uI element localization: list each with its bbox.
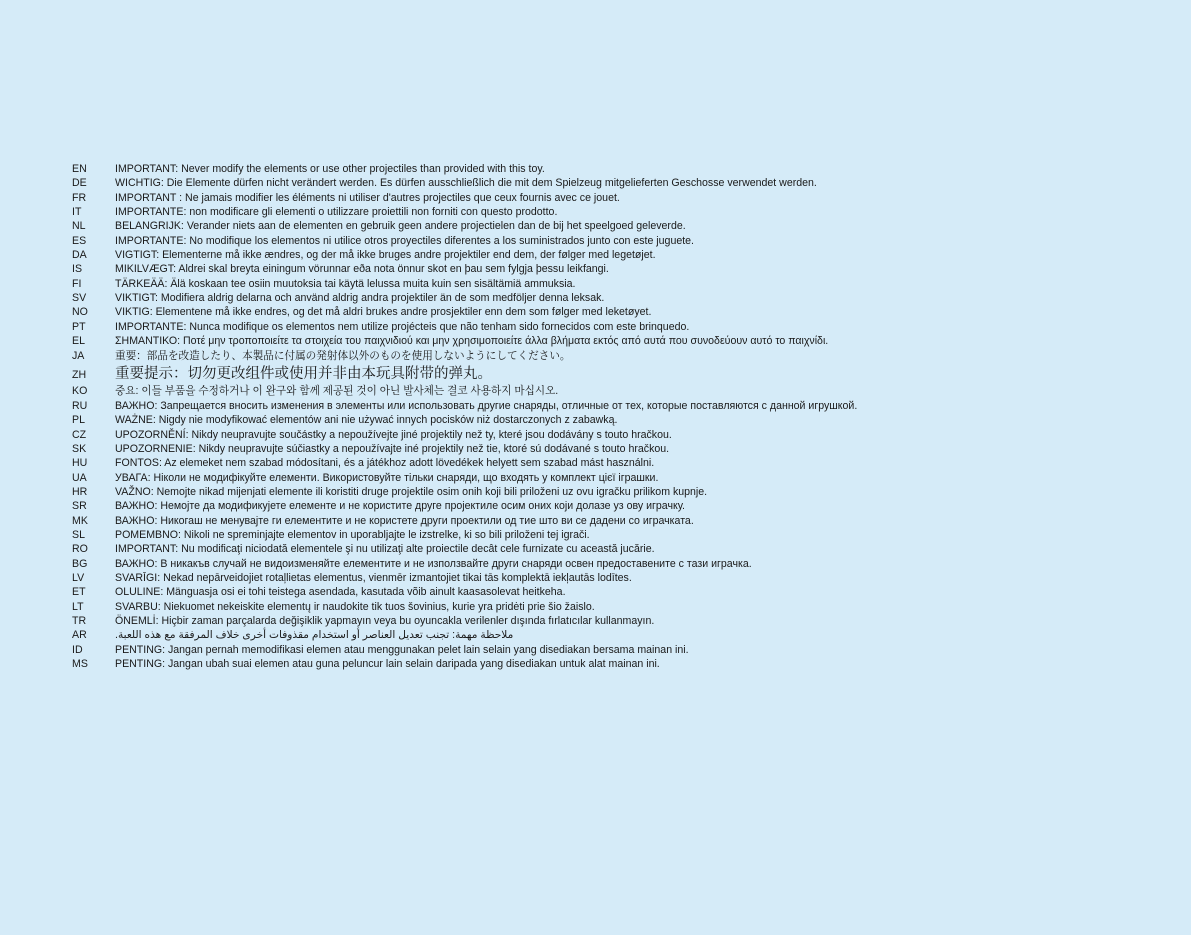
warning-row-mk — [72, 514, 1172, 528]
language-code: PT — [72, 320, 86, 333]
warning-text: VIKTIG: Elementene må ikke endres, og det må aldri brukes andre prosjektiler enn dem som følger med leketøyet. — [115, 306, 652, 319]
warning-text: FONTOS: Az elemeket nem szabad módosítani, és a játékhoz adott lövedékek helyett sem szabad mást használni. — [115, 457, 655, 470]
warning-row-es — [72, 234, 1172, 248]
warning-row-en — [72, 162, 1172, 176]
warning-text: WAŻNE: Nigdy nie modyfikować elementów ani nie używać innych pocisków niż dostarczonych z zabawką. — [115, 414, 618, 427]
language-code: UA — [72, 471, 87, 484]
language-code: PL — [72, 414, 85, 427]
language-code: ET — [72, 586, 86, 599]
warning-row-sv — [72, 291, 1172, 305]
warning-row-cz — [72, 428, 1172, 442]
language-code: EL — [72, 335, 85, 348]
warning-text: IMPORTANT: Never modify the elements or use other projectiles than provided with this toy. — [115, 163, 545, 175]
language-code: IT — [72, 206, 82, 219]
warning-text: PENTING: Jangan pernah memodifikasi elemen atau menggunakan pelet lain selain yang disediakan bersama mainan ini. — [115, 643, 689, 656]
warning-text: VIKTIGT: Modifiera aldrig delarna och använd aldrig andra projektiler än de som medföljer denna leksak. — [115, 292, 605, 305]
multilingual-warning-list — [72, 162, 1172, 671]
warning-row-sl — [72, 528, 1172, 542]
warning-text: SVARBU: Niekuomet nekeiskite elementų ir naudokite tik tuos šovinius, kurie yra pridėti prie šio žaislo. — [115, 600, 595, 613]
warning-row-is — [72, 262, 1172, 276]
language-code: ID — [72, 643, 83, 656]
warning-row-nl — [72, 219, 1172, 233]
warning-row-sr — [72, 499, 1172, 513]
warning-row-no — [72, 305, 1172, 319]
warning-text: ВАЖНО: Немојте да модификујете елементе и не користите друге пројектиле осим оних који долазе уз ову играчку. — [115, 500, 685, 513]
warning-text: SVARĪGI: Nekad nepārveidojiet rotaļlietas elementus, vienmēr izmantojiet tikai tās komplektā iekļautās lodītes. — [115, 571, 632, 584]
warning-text: WICHTIG: Die Elemente dürfen nicht verändert werden. Es dürfen ausschließlich die mit dem Spielzeug mitgelieferten Geschosse verwendet werden. — [115, 177, 817, 190]
language-code: HU — [72, 457, 88, 470]
warning-text: ВАЖНО: В никакъв случай не видоизменяйте елементите и не използвайте други снаряди освен предоставените с тази играчка. — [115, 557, 752, 570]
warning-text: UPOZORNENIE: Nikdy neupravujte súčiastky a nepoužívajte iné projektily než tie, ktoré sú dodávané s touto hračkou. — [115, 442, 670, 455]
warning-text: ВАЖНО: Запрещается вносить изменения в элементы или использовать другие снаряды, отличные от тех, которые поставляются с данной игрушкой. — [115, 399, 858, 412]
language-code: BG — [72, 557, 88, 570]
language-code: HR — [72, 485, 88, 498]
warning-row-ko — [72, 384, 1172, 398]
warning-text: ΣΗΜΑΝΤΙΚΟ: Ποτέ μην τροποποιείτε τα στοιχεία του παιχνιδιού και μην χρησιμοποιείτε άλλα βλήματα εκτός από αυτά που συνοδεύουν αυτό το παιχνίδι. — [115, 335, 829, 348]
language-code: SL — [72, 528, 85, 541]
warning-row-lt — [72, 600, 1172, 614]
warning-row-ms — [72, 657, 1172, 671]
language-code: KO — [72, 385, 88, 398]
warning-text: IMPORTANT: Nu modificaţi niciodată elementele şi nu utilizaţi alte proiectile decât cele furnizate cu această jucărie. — [115, 543, 655, 556]
language-code: DE — [72, 177, 87, 190]
warning-text: 重要提示：切勿更改组件或使用并非由本玩具附带的弹丸。 — [115, 366, 492, 383]
warning-text: ملاحظة مهمة: تجنب تعديل العناصر أو استخدام مقذوفات أخرى خلاف المرفقة مع هذه اللعبة. — [115, 629, 514, 642]
warning-row-hr — [72, 485, 1172, 499]
warning-row-pt — [72, 320, 1172, 334]
language-code: JA — [72, 350, 85, 363]
warning-text: VIGTIGT: Elementerne må ikke ændres, og der må ikke bruges andre projektiler end dem, der følger med legetøjet. — [115, 249, 656, 262]
warning-row-sk — [72, 442, 1172, 456]
warning-text: OLULINE: Mänguasja osi ei tohi teistega asendada, kasutada võib ainult kaasasolevat heitkeha. — [115, 586, 566, 599]
warning-text: IMPORTANTE: non modificare gli elementi o utilizzare proiettili non forniti con questo prodotto. — [115, 206, 558, 219]
warning-text: IMPORTANT : Ne jamais modifier les éléments ni utiliser d'autres projectiles que ceux fournis avec ce jouet. — [115, 191, 620, 204]
warning-text: ВАЖНО: Никогаш не менувајте ги елементите и не користете други проектили од тие што ви се дадени со играчката. — [115, 514, 694, 527]
warning-text: IMPORTANTE: No modifique los elementos ni utilice otros proyectiles diferentes a los suministrados junto con este juguete. — [115, 234, 695, 247]
language-code: TR — [72, 614, 87, 627]
language-code: MK — [72, 514, 88, 527]
warning-row-id — [72, 643, 1172, 657]
warning-row-ru — [72, 399, 1172, 413]
warning-row-it — [72, 205, 1172, 219]
warning-row-ar — [72, 628, 1172, 642]
language-code: RO — [72, 543, 88, 556]
language-code: MS — [72, 658, 88, 670]
warning-text: UPOZORNĚNÍ: Nikdy neupravujte součástky a nepoužívejte jiné projektily než ty, které jsou dodávány s touto hračkou. — [115, 428, 672, 441]
warning-row-el — [72, 334, 1172, 348]
warning-row-fr — [72, 191, 1172, 205]
warning-row-ja — [72, 348, 1172, 365]
warning-text: VAŽNO: Nemojte nikad mijenjati elemente ili koristiti druge projektile osim onih koji bili priloženi uz ovu igračku prilikom kupnje. — [115, 485, 708, 498]
warning-row-fi — [72, 277, 1172, 291]
language-code: SV — [72, 292, 87, 305]
language-code: DA — [72, 249, 87, 262]
warning-text: TÄRKEÄÄ: Älä koskaan tee osiin muutoksia tai käytä lelussa muita kuin sen sisältämiä ammuksia. — [115, 277, 576, 290]
warning-row-et — [72, 585, 1172, 599]
warning-row-de — [72, 176, 1172, 190]
warning-text: IMPORTANTE: Nunca modifique os elementos nem utilize projécteis que não tenham sido fornecidos com este brinquedo. — [115, 320, 690, 333]
language-code: NL — [72, 220, 86, 233]
language-code: CZ — [72, 428, 87, 441]
language-code: SK — [72, 442, 87, 455]
language-code: FR — [72, 191, 87, 204]
language-code: AR — [72, 629, 87, 642]
language-code: LT — [72, 600, 84, 613]
language-code: EN — [72, 163, 87, 175]
warning-text: ÖNEMLİ: Hiçbir zaman parçalarda değişiklik yapmayın veya bu oyuncakla verilenler dışında fırlatıcılar kullanmayın. — [115, 614, 655, 627]
warning-row-da — [72, 248, 1172, 262]
warning-row-lv — [72, 571, 1172, 585]
warning-text: 重要：部品を改造したり、本製品に付属の発射体以外のものを使用しないようにしてください。 — [115, 350, 571, 363]
language-code: ES — [72, 234, 87, 247]
warning-text: PENTING: Jangan ubah suai elemen atau guna peluncur lain selain daripada yang disediakan untuk alat mainan ini. — [115, 658, 660, 670]
language-code: SR — [72, 500, 87, 513]
language-code: ZH — [72, 369, 87, 382]
warning-row-zh — [72, 365, 1172, 384]
language-code: FI — [72, 277, 82, 290]
language-code: IS — [72, 263, 83, 276]
warning-row-pl — [72, 413, 1172, 427]
warning-text: BELANGRIJK: Verander niets aan de elementen en gebruik geen andere projectielen dan de bij het speelgoed geleverde. — [115, 220, 686, 233]
warning-text: POMEMBNO: Nikoli ne spreminjajte elementov in uporabljajte le izstrelke, ki so bili priloženi tej igrači. — [115, 528, 590, 541]
warning-row-tr — [72, 614, 1172, 628]
warning-row-ro — [72, 542, 1172, 556]
warning-text: MIKILVÆGT: Aldrei skal breyta einingum vörunnar eða nota önnur skot en þau sem fylgja þessu leikfangi. — [115, 263, 609, 276]
warning-row-ua — [72, 471, 1172, 485]
language-code: LV — [72, 571, 85, 584]
warning-text: УВАГА: Ніколи не модифікуйте елементи. Використовуйте тільки снаряди, що входять у комплект цієї іграшки. — [115, 471, 659, 484]
warning-text: 중요: 이들 부품을 수정하거나 이 완구와 함께 제공된 것이 아닌 발사체는 결코 사용하지 마십시오. — [115, 385, 559, 398]
language-code: NO — [72, 306, 88, 319]
warning-row-hu — [72, 456, 1172, 470]
warning-row-bg — [72, 557, 1172, 571]
language-code: RU — [72, 399, 88, 412]
